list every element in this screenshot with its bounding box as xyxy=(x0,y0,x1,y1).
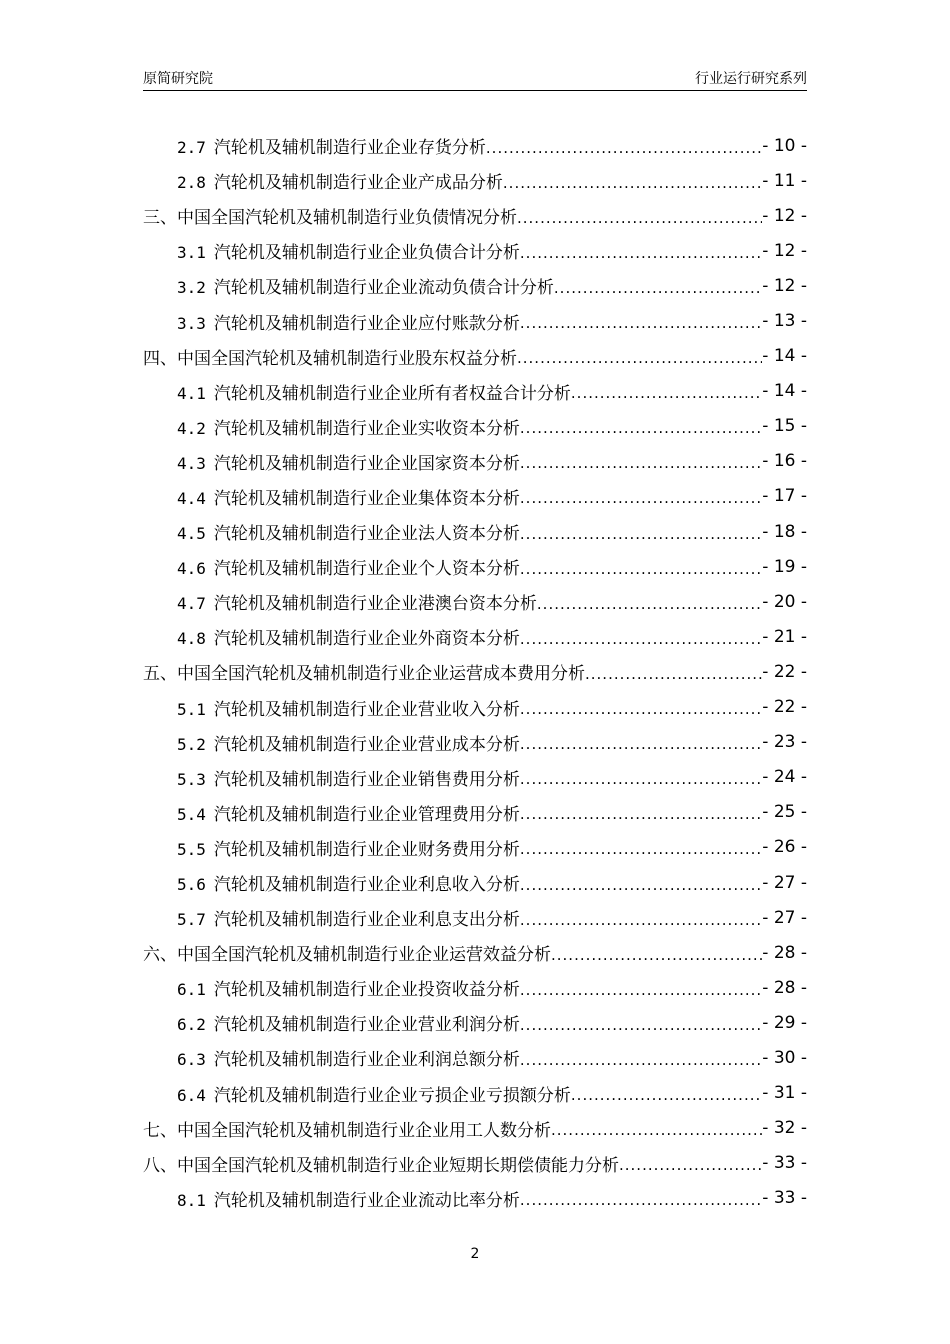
toc-page-number: - 24 - xyxy=(762,767,807,788)
toc-section-entry[interactable] xyxy=(143,795,807,830)
toc-page-number: - 33 - xyxy=(762,1188,807,1209)
page-number: 2 xyxy=(470,1246,480,1262)
toc-page-number: - 14 - xyxy=(762,381,807,402)
toc-dot-leader xyxy=(520,770,762,788)
toc-entry-number: 5.2 xyxy=(177,734,206,754)
toc-entry-title xyxy=(143,203,517,228)
table-of-contents xyxy=(143,128,807,1216)
toc-dot-leader xyxy=(520,981,762,999)
toc-dot-leader xyxy=(520,876,762,894)
toc-section-entry[interactable] xyxy=(143,690,807,725)
toc-chapter-entry[interactable] xyxy=(143,1111,807,1146)
toc-page-number: - 10 - xyxy=(762,135,807,156)
toc-dot-leader xyxy=(520,419,762,437)
toc-entry-number: 5.5 xyxy=(177,839,206,859)
toc-section-entry[interactable] xyxy=(143,830,807,865)
toc-section-entry[interactable] xyxy=(143,303,807,338)
toc-entry-title xyxy=(177,1045,520,1070)
toc-entry-number: 3.3 xyxy=(177,313,206,333)
toc-entry-title xyxy=(177,133,486,158)
toc-page-number: - 21 - xyxy=(762,626,807,647)
toc-entry-title xyxy=(143,1151,619,1176)
toc-entry-number: 4.8 xyxy=(177,629,206,649)
toc-entry-text: 汽轮机及辅机制造行业企业流动负债合计分析 xyxy=(213,278,554,299)
toc-entry-title xyxy=(177,870,520,895)
toc-entry-number: 5.3 xyxy=(177,769,206,789)
toc-dot-leader xyxy=(520,911,762,929)
toc-section-entry[interactable] xyxy=(143,1005,807,1040)
toc-page-number: - 25 - xyxy=(762,802,807,823)
toc-section-entry[interactable] xyxy=(143,514,807,549)
toc-section-entry[interactable] xyxy=(143,619,807,654)
toc-dot-leader xyxy=(520,244,762,262)
toc-section-entry[interactable] xyxy=(143,1181,807,1216)
toc-entry-text: 汽轮机及辅机制造行业企业营业成本分析 xyxy=(213,734,520,755)
toc-page-number: - 15 - xyxy=(762,416,807,437)
toc-entry-text: 汽轮机及辅机制造行业企业港澳台资本分析 xyxy=(213,594,537,615)
toc-entry-text: 汽轮机及辅机制造行业企业实收资本分析 xyxy=(213,418,520,439)
toc-entry-text: 五、中国全国汽轮机及辅机制造行业企业运营成本费用分析 xyxy=(143,664,585,685)
toc-dot-leader xyxy=(619,1156,762,1174)
toc-page-number: - 30 - xyxy=(762,1047,807,1068)
toc-section-entry[interactable] xyxy=(143,970,807,1005)
toc-page-number: - 26 - xyxy=(762,837,807,858)
toc-entry-text: 汽轮机及辅机制造行业企业管理费用分析 xyxy=(213,804,520,825)
toc-section-entry[interactable] xyxy=(143,163,807,198)
toc-entry-text: 汽轮机及辅机制造行业企业存货分析 xyxy=(213,138,486,159)
toc-page-number: - 28 - xyxy=(762,942,807,963)
toc-section-entry[interactable] xyxy=(143,549,807,584)
toc-entry-text: 汽轮机及辅机制造行业企业投资收益分析 xyxy=(213,980,520,1001)
toc-section-entry[interactable] xyxy=(143,444,807,479)
toc-entry-number: 4.7 xyxy=(177,594,206,614)
toc-entry-title xyxy=(177,168,503,193)
toc-entry-title xyxy=(177,554,520,579)
toc-entry-number: 6.1 xyxy=(177,980,206,1000)
toc-entry-number: 6.4 xyxy=(177,1085,206,1105)
toc-dot-leader xyxy=(520,700,762,718)
toc-dot-leader xyxy=(520,1051,762,1069)
toc-dot-leader xyxy=(554,279,762,297)
toc-dot-leader xyxy=(520,840,762,858)
toc-entry-text: 四、中国全国汽轮机及辅机制造行业股东权益分析 xyxy=(143,348,517,369)
toc-page-number: - 18 - xyxy=(762,521,807,542)
toc-dot-leader xyxy=(537,595,762,613)
toc-dot-leader xyxy=(571,384,762,402)
toc-entry-text: 汽轮机及辅机制造行业企业销售费用分析 xyxy=(213,769,520,790)
toc-entry-number: 8.1 xyxy=(177,1190,206,1210)
toc-entry-title xyxy=(177,624,520,649)
toc-entry-number: 3.1 xyxy=(177,243,206,263)
toc-dot-leader xyxy=(520,630,762,648)
toc-entry-number: 6.2 xyxy=(177,1015,206,1035)
toc-page-number: - 20 - xyxy=(762,591,807,612)
toc-entry-number: 5.6 xyxy=(177,875,206,895)
toc-entry-text: 汽轮机及辅机制造行业企业产成品分析 xyxy=(213,173,503,194)
toc-dot-leader xyxy=(503,174,762,192)
toc-entry-number: 5.4 xyxy=(177,804,206,824)
toc-entry-text: 八、中国全国汽轮机及辅机制造行业企业短期长期偿债能力分析 xyxy=(143,1155,619,1176)
toc-dot-leader xyxy=(520,1191,762,1209)
header-series: 行业运行研究系列 xyxy=(695,71,807,87)
toc-entry-title xyxy=(177,273,554,298)
toc-entry-text: 汽轮机及辅机制造行业企业应付账款分析 xyxy=(213,313,520,334)
toc-chapter-entry[interactable] xyxy=(143,1146,807,1181)
toc-entry-title xyxy=(177,484,520,509)
toc-entry-title xyxy=(143,344,517,369)
toc-dot-leader xyxy=(571,1086,762,1104)
toc-entry-title xyxy=(143,1116,551,1141)
toc-entry-text: 汽轮机及辅机制造行业企业财务费用分析 xyxy=(213,839,520,860)
toc-dot-leader xyxy=(520,525,762,543)
toc-section-entry[interactable] xyxy=(143,1040,807,1075)
toc-entry-text: 汽轮机及辅机制造行业企业利息收入分析 xyxy=(213,875,520,896)
toc-entry-text: 汽轮机及辅机制造行业企业利息支出分析 xyxy=(213,910,520,931)
toc-section-entry[interactable] xyxy=(143,268,807,303)
toc-section-entry[interactable] xyxy=(143,233,807,268)
toc-entry-number: 3.2 xyxy=(177,278,206,298)
toc-chapter-entry[interactable] xyxy=(143,339,807,374)
toc-entry-number: 5.7 xyxy=(177,910,206,930)
toc-page-number: - 12 - xyxy=(762,205,807,226)
toc-entry-text: 汽轮机及辅机制造行业企业个人资本分析 xyxy=(213,559,520,580)
toc-entry-text: 汽轮机及辅机制造行业企业亏损企业亏损额分析 xyxy=(213,1085,571,1106)
toc-entry-number: 5.1 xyxy=(177,699,206,719)
toc-entry-title xyxy=(177,589,537,614)
toc-entry-number: 4.4 xyxy=(177,488,206,508)
toc-entry-text: 汽轮机及辅机制造行业企业营业利润分析 xyxy=(213,1015,520,1036)
toc-chapter-entry[interactable] xyxy=(143,198,807,233)
toc-page-number: - 13 - xyxy=(762,311,807,332)
toc-page-number: - 19 - xyxy=(762,556,807,577)
toc-entry-number: 4.1 xyxy=(177,383,206,403)
toc-dot-leader xyxy=(520,1016,762,1034)
toc-page-number: - 33 - xyxy=(762,1153,807,1174)
toc-entry-text: 汽轮机及辅机制造行业企业所有者权益合计分析 xyxy=(213,383,571,404)
toc-entry-title xyxy=(177,695,520,720)
toc-entry-title xyxy=(177,414,520,439)
toc-page-number: - 32 - xyxy=(762,1118,807,1139)
toc-section-entry[interactable] xyxy=(143,584,807,619)
toc-entry-title xyxy=(177,309,520,334)
toc-dot-leader xyxy=(520,489,762,507)
toc-section-entry[interactable] xyxy=(143,1076,807,1111)
toc-page-number: - 27 - xyxy=(762,872,807,893)
toc-page-number: - 29 - xyxy=(762,1012,807,1033)
toc-entry-title xyxy=(177,379,571,404)
toc-entry-text: 汽轮机及辅机制造行业企业利润总额分析 xyxy=(213,1050,520,1071)
toc-entry-text: 汽轮机及辅机制造行业企业营业收入分析 xyxy=(213,699,520,720)
toc-chapter-entry[interactable] xyxy=(143,935,807,970)
toc-entry-title xyxy=(177,449,520,474)
toc-entry-title xyxy=(177,730,520,755)
toc-dot-leader xyxy=(520,805,762,823)
toc-dot-leader xyxy=(520,314,762,332)
toc-entry-title xyxy=(177,519,520,544)
toc-entry-text: 六、中国全国汽轮机及辅机制造行业企业运营效益分析 xyxy=(143,945,551,966)
toc-dot-leader xyxy=(585,665,762,683)
toc-entry-text: 汽轮机及辅机制造行业企业国家资本分析 xyxy=(213,453,520,474)
toc-section-entry[interactable] xyxy=(143,479,807,514)
toc-page-number: - 12 - xyxy=(762,275,807,296)
toc-page-number: - 12 - xyxy=(762,240,807,261)
toc-entry-title xyxy=(177,1186,520,1211)
toc-entry-number: 2.8 xyxy=(177,173,206,193)
toc-entry-number: 4.3 xyxy=(177,453,206,473)
toc-entry-title xyxy=(177,975,520,1000)
toc-section-entry[interactable] xyxy=(143,900,807,935)
toc-entry-text: 汽轮机及辅机制造行业企业流动比率分析 xyxy=(213,1190,520,1211)
toc-entry-title xyxy=(177,905,520,930)
toc-entry-text: 三、中国全国汽轮机及辅机制造行业负债情况分析 xyxy=(143,208,517,229)
toc-dot-leader xyxy=(520,454,762,472)
toc-entry-title xyxy=(177,835,520,860)
toc-entry-text: 汽轮机及辅机制造行业企业外商资本分析 xyxy=(213,629,520,650)
toc-page-number: - 31 - xyxy=(762,1083,807,1104)
toc-entry-title xyxy=(177,800,520,825)
toc-chapter-entry[interactable] xyxy=(143,654,807,689)
toc-page-number: - 28 - xyxy=(762,977,807,998)
toc-entry-text: 汽轮机及辅机制造行业企业集体资本分析 xyxy=(213,488,520,509)
toc-entry-number: 6.3 xyxy=(177,1050,206,1070)
toc-dot-leader xyxy=(486,139,762,157)
toc-dot-leader xyxy=(517,349,762,367)
toc-section-entry[interactable] xyxy=(143,760,807,795)
toc-dot-leader xyxy=(520,560,762,578)
page-header xyxy=(143,64,807,91)
toc-page-number: - 22 - xyxy=(762,661,807,682)
toc-entry-number: 4.2 xyxy=(177,418,206,438)
toc-dot-leader xyxy=(520,735,762,753)
toc-entry-title xyxy=(177,1010,520,1035)
toc-page-number: - 16 - xyxy=(762,451,807,472)
toc-page-number: - 22 - xyxy=(762,697,807,718)
toc-entry-text: 汽轮机及辅机制造行业企业法人资本分析 xyxy=(213,524,520,545)
toc-entry-title xyxy=(177,765,520,790)
toc-page-number: - 27 - xyxy=(762,907,807,928)
toc-dot-leader xyxy=(551,946,762,964)
toc-page-number: - 23 - xyxy=(762,732,807,753)
toc-entry-title xyxy=(177,238,520,263)
toc-section-entry[interactable] xyxy=(143,725,807,760)
toc-page-number: - 14 - xyxy=(762,346,807,367)
toc-dot-leader xyxy=(551,1121,762,1139)
toc-entry-text: 七、中国全国汽轮机及辅机制造行业企业用工人数分析 xyxy=(143,1120,551,1141)
toc-entry-title xyxy=(177,1081,571,1106)
toc-section-entry[interactable] xyxy=(143,865,807,900)
toc-section-entry[interactable] xyxy=(143,409,807,444)
toc-page-number: - 11 - xyxy=(762,170,807,191)
header-publisher: 原简研究院 xyxy=(143,71,213,87)
toc-entry-number: 4.5 xyxy=(177,524,206,544)
toc-entry-text: 汽轮机及辅机制造行业企业负债合计分析 xyxy=(213,243,520,264)
toc-section-entry[interactable] xyxy=(143,374,807,409)
toc-entry-title xyxy=(143,659,585,684)
toc-entry-number: 2.7 xyxy=(177,138,206,158)
toc-dot-leader xyxy=(517,209,762,227)
toc-section-entry[interactable] xyxy=(143,128,807,163)
toc-entry-number: 4.6 xyxy=(177,559,206,579)
toc-entry-title xyxy=(143,940,551,965)
toc-page-number: - 17 - xyxy=(762,486,807,507)
